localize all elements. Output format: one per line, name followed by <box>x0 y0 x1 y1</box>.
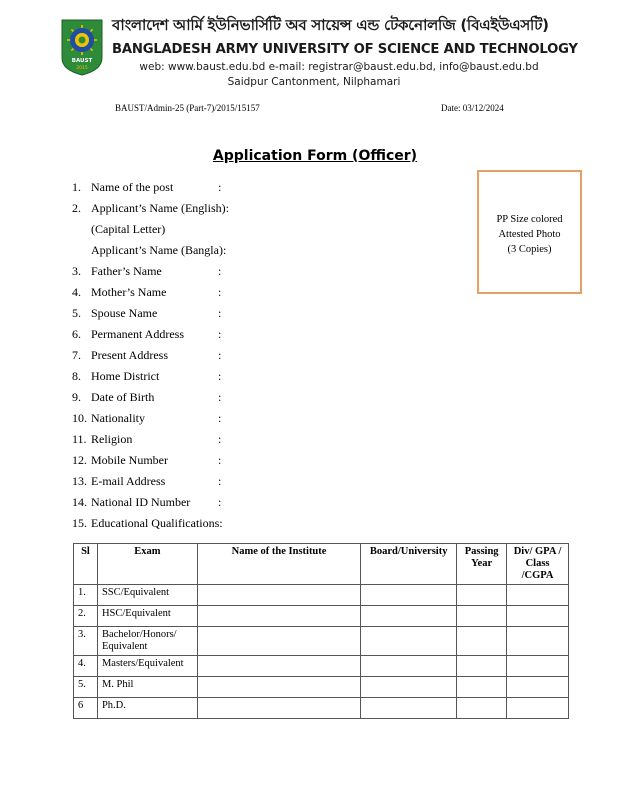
field-label: Nationality <box>91 411 145 425</box>
header-board-university: Board/University <box>361 544 457 585</box>
field-colon: : <box>218 180 222 194</box>
field-colon: : <box>218 411 222 425</box>
logo-year: 2015 <box>76 66 88 71</box>
table-row <box>74 698 569 719</box>
cell-sl: 4. <box>74 656 98 677</box>
cell-year[interactable] <box>457 585 507 606</box>
cell-sl: 1. <box>74 585 98 606</box>
cell-board[interactable] <box>361 606 457 627</box>
cell-year[interactable] <box>457 606 507 627</box>
field-label: Home District <box>91 369 160 383</box>
field-number: 2. <box>72 201 81 215</box>
cell-exam: SSC/Equivalent <box>97 585 197 606</box>
field-label: Father’s Name <box>91 264 162 278</box>
table-row <box>74 627 569 656</box>
field-label: (Capital Letter) <box>91 222 166 236</box>
table-row <box>74 677 569 698</box>
university-address: Saidpur Cantonment, Nilphamari <box>227 76 401 88</box>
table-header-row <box>74 544 569 585</box>
cell-year[interactable] <box>457 627 507 656</box>
field-label: Applicant’s Name (Bangla): <box>91 243 227 257</box>
field-label: Spouse Name <box>91 306 158 320</box>
cell-gpa[interactable] <box>507 698 569 719</box>
photo-instruction-line1: PP Size colored <box>496 214 563 225</box>
issue-date: Date: 03/12/2024 <box>441 103 504 113</box>
field-label: E-mail Address <box>91 474 166 488</box>
cell-institute[interactable] <box>197 677 360 698</box>
university-title-english: BANGLADESH ARMY UNIVERSITY OF SCIENCE AND TECHNOLOGY <box>112 42 578 57</box>
field-number: 9. <box>72 390 81 404</box>
field-label: Present Address <box>91 348 168 362</box>
cell-exam: HSC/Equivalent <box>97 606 197 627</box>
photo-instruction-line3: (3 Copies) <box>507 244 552 255</box>
cell-board[interactable] <box>361 656 457 677</box>
field-colon: : <box>218 306 222 320</box>
table-row <box>74 585 569 606</box>
cell-gpa[interactable] <box>507 656 569 677</box>
cell-year[interactable] <box>457 698 507 719</box>
field-colon: : <box>218 474 222 488</box>
cell-gpa[interactable] <box>507 627 569 656</box>
field-number: 11. <box>72 432 87 446</box>
field-number: 5. <box>72 306 81 320</box>
field-number: 8. <box>72 369 81 383</box>
contact-line: web: www.baust.edu.bd e-mail: registrar@baust.edu.bd, info@baust.edu.bd <box>139 61 539 73</box>
field-label: National ID Number <box>91 495 191 509</box>
field-colon: : <box>218 432 222 446</box>
cell-sl: 5. <box>74 677 98 698</box>
field-label: Applicant’s Name (English): <box>91 201 229 215</box>
cell-board[interactable] <box>361 585 457 606</box>
photo-placeholder-box <box>477 170 582 294</box>
cell-exam: Bachelor/Honors/ Equivalent <box>97 627 197 656</box>
cell-institute[interactable] <box>197 585 360 606</box>
cell-gpa[interactable] <box>507 585 569 606</box>
field-label: Permanent Address <box>91 327 184 341</box>
cell-board[interactable] <box>361 698 457 719</box>
cell-board[interactable] <box>361 627 457 656</box>
field-label: Mobile Number <box>91 453 168 467</box>
field-number: 1. <box>72 180 81 194</box>
cell-institute[interactable] <box>197 627 360 656</box>
cell-exam: M. Phil <box>97 677 197 698</box>
reference-number: BAUST/Admin-25 (Part-7)/2015/15157 <box>115 103 260 113</box>
field-colon: : <box>218 348 222 362</box>
header-div-gpa: Div/ GPA / Class /CGPA <box>507 544 569 585</box>
header-sl: Sl <box>74 544 98 585</box>
field-number: 3. <box>72 264 81 278</box>
field-colon: : <box>218 264 222 278</box>
cell-sl: 3. <box>74 627 98 656</box>
cell-board[interactable] <box>361 677 457 698</box>
field-number: 4. <box>72 285 81 299</box>
table-row <box>74 606 569 627</box>
field-colon: : <box>218 390 222 404</box>
field-colon: : <box>218 453 222 467</box>
field-number: 13. <box>72 474 87 488</box>
field-colon: : <box>218 285 222 299</box>
field-number: 6. <box>72 327 81 341</box>
field-label: Religion <box>91 432 133 446</box>
cell-exam: Masters/Equivalent <box>97 656 197 677</box>
field-number: 12. <box>72 453 87 467</box>
field-number: 14. <box>72 495 87 509</box>
form-title: Application Form (Officer) <box>212 148 418 164</box>
field-label: Name of the post <box>91 180 174 194</box>
field-label: Date of Birth <box>91 390 155 404</box>
table-row <box>74 656 569 677</box>
cell-sl: 6 <box>74 698 98 719</box>
field-number: 7. <box>72 348 81 362</box>
cell-exam: Ph.D. <box>97 698 197 719</box>
field-colon: : <box>218 495 222 509</box>
field-number: 10. <box>72 411 87 425</box>
cell-institute[interactable] <box>197 698 360 719</box>
field-colon: : <box>218 327 222 341</box>
cell-institute[interactable] <box>197 606 360 627</box>
field-number: 15. <box>72 516 87 530</box>
cell-year[interactable] <box>457 677 507 698</box>
field-label: Mother’s Name <box>91 285 167 299</box>
cell-gpa[interactable] <box>507 606 569 627</box>
photo-instruction-line2: Attested Photo <box>498 229 561 240</box>
header-institute: Name of the Institute <box>197 544 360 585</box>
header-passing-year: Passing Year <box>457 544 507 585</box>
university-title-bangla: বাংলাদেশ আর্মি ইউনিভার্সিটি অব সায়েন্স এন্ড টেকনোলজি (বিএইউএসটি) <box>112 16 549 34</box>
cell-gpa[interactable] <box>507 677 569 698</box>
field-label: Educational Qualifications: <box>91 516 223 530</box>
header-exam: Exam <box>97 544 197 585</box>
education-table <box>73 543 569 719</box>
cell-sl: 2. <box>74 606 98 627</box>
cell-year[interactable] <box>457 656 507 677</box>
cell-institute[interactable] <box>197 656 360 677</box>
field-colon: : <box>218 369 222 383</box>
logo-text: BAUST <box>71 58 93 64</box>
